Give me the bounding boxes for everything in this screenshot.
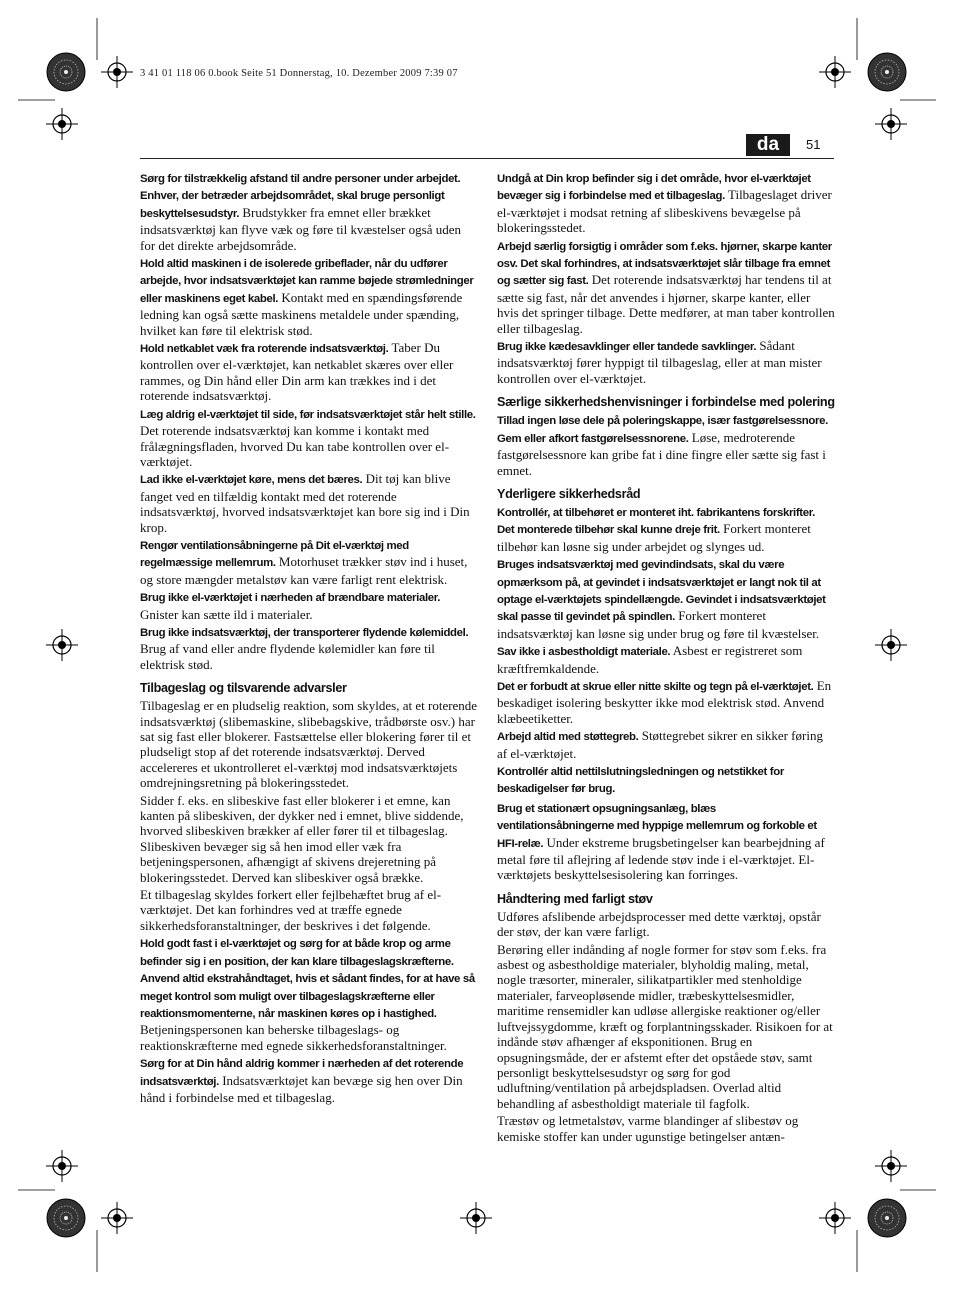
paragraph-body: Under ekstreme brugsbetingelser kan bearbejdning af metal føre til aflejring af ledende støv inde i el-værktøjet. El-værktøjets beskyttelsesisolering kan forringes. — [497, 834, 825, 883]
left-column — [140, 170, 478, 1107]
paragraph — [140, 340, 478, 404]
paragraph — [497, 338, 835, 386]
paragraph-body: Taber Du kontrollen over el-værktøjet, kan netkablet skæres over eller rammes, og Din hånd eller Din arm kan trækkes ind i det roterende indsatsværktøj. — [140, 340, 454, 404]
paragraph — [497, 412, 835, 478]
paragraph-lead: Sørg for tilstrækkelig afstand til andre personer under arbejdet. Enhver, der betræder arbejdsområdet, skal bruge personligt beskyttelsesudstyr. — [140, 173, 461, 220]
paragraph-body: Sidder f. eks. en slibeskive fast eller blokerer i et emne, kan kanten på slibeskiven, der dykker ned i emnet, blive siddende, hvorved slibeskiven brækker af eller fører til et tilbageslag. Slibeskiven bevæger sig så hen imod eller væk fra betjeningspersonen, afhængigt af skivens drejeretning på blokeringsstedet. Derved kan slibeskiver også brække. — [140, 792, 464, 885]
cross-bottom-left-b — [46, 1150, 78, 1182]
paragraph-lead: Bruges indsatsværktøj med gevindindsats, skal du være opmærksom på, at gevindet i indsatsværktøjet er langt nok til at optage el-værktøjets spindellængde. Gevindet i indsatsværktøjet skal passe til gevindet på spindlen. — [497, 559, 826, 624]
paragraph-lead: Undgå at Din krop befinder sig i det område, hvor el-værktøjet bevæger sig i forbindelse med et tilbageslag. — [497, 173, 811, 203]
paragraph-lead: Kontrollér, at tilbehøret er monteret iht. fabrikantens forskrifter. Det monterede tilbehør skal kunne dreje frit. — [497, 506, 815, 537]
paragraph — [497, 556, 835, 641]
paragraph-body: Løse, medroterende fastgørelsessnore kan gribe fat i dine fingre eller sætte sig fast i emnet. — [497, 429, 826, 478]
paragraph — [140, 624, 478, 672]
paragraph-body: Berøring eller indånding af nogle former for støv som f.eks. fra asbest og asbestholdige materialer, blyholdig maling, metal, nogle træsorter, mineraler, silikatpartikler med stenholdige materialer, farveopløsende midler, træbeskyttelsesmidler, maritime rensemidler kan udløse allergiske reaktioner og/eller luftvejssygdomme, kræft og forplantningsskader. Risikoen for at indånde støv afhænger af eksponitionen. Brug en opsugningsmåde, der er afstemt efter det opståede støv, samt personligt beskyttelsesudstyr og sørg for god udluftning/ventilation på arbejdspladsen. Overlad altid behandling af asbestholdigt materiale til fagfolk. — [497, 941, 833, 1111]
cross-bottom-center — [460, 1202, 492, 1234]
paragraph-body: Det roterende indsatsværktøj kan komme i kontakt med frålægningsfladen, hvorved Du kan tabe kontrollen over el-værktøjet. — [140, 423, 450, 469]
paragraph-body: Sådant indsatsværktøj fører hyppigt til tilbageslag, eller at man mister kontrollen over el-værktøjet. — [497, 338, 822, 386]
paragraph — [140, 1055, 478, 1105]
paragraph — [140, 471, 478, 535]
section-heading: Håndtering med farligt støv — [497, 891, 653, 906]
paragraph-lead: Sørg for at Din hånd aldrig kommer i nærheden af det roterende indsatsværktøj. — [140, 1058, 464, 1088]
paragraph-lead: Tillad ingen løse dele på poleringskappe, især fastgørelsessnore. Gem eller afkort fastgørelsessnorene. — [497, 415, 828, 445]
paragraph-lead: Arbejd altid med støttegreb. — [497, 731, 639, 744]
paragraph — [140, 406, 478, 470]
rosette-bottom-left — [47, 1199, 85, 1237]
section-heading: Tilbageslag og tilsvarende advarsler — [140, 681, 347, 696]
paragraph — [140, 935, 478, 1053]
paragraph-lead: Kontrollér altid nettilslutningsledningen og netstikket for beskadigelser før brug. — [497, 766, 784, 796]
section-heading: Yderligere sikkerhedsråd — [497, 486, 641, 501]
section-heading: Særlige sikkerhedshenvisninger i forbindelse med polering — [497, 395, 835, 410]
paragraph-lead: Lad ikke el-værktøjet køre, mens det bæres. — [140, 474, 363, 487]
paragraph — [140, 793, 478, 885]
rosette-bottom-right — [868, 1199, 906, 1237]
cross-bottom-right-b — [875, 1150, 907, 1182]
paragraph-lead: Det er forbudt at skrue eller nitte skilte og tegn på el-værktøjet. — [497, 680, 814, 693]
paragraph-body: Brudstykker fra emnet eller brækket indsatsværktøj kan flyve væk og føre til kvæstelser også uden for det direkte arbejdsområde. — [140, 204, 461, 253]
paragraph-body: Asbest er registreret som kræftfremkaldende. — [497, 643, 803, 676]
right-column — [497, 170, 835, 1146]
paragraph — [497, 1113, 835, 1144]
paragraph-body: Træstøv og letmetalstøv, varme blandinger af slibestøv og kemiske stoffer kan under ugunstige betingelser antæn- — [497, 1113, 799, 1144]
paragraph — [497, 909, 835, 940]
paragraph-body: Tilbageslag er en pludselig reaktion, som skyldes, at et roterende indsatsværktøj (slibemaskine, slibebagskive, trådbørste osv.) har sat sig fast eller blokerer. Fastsættelse eller blokering fører til et pludseligt stop af det roterende indsatsværktøj. Derved accelereres et ukontrolleret el-værktøj mod indsatsværktøjets omdrejningsretning på blokeringsstedet. — [140, 698, 478, 791]
paragraph-body: Støttegrebet sikrer en sikker føring af el-værktøjet. — [497, 728, 823, 761]
header-rule — [140, 158, 834, 159]
paragraph-lead: Brug ikke el-værktøjet i nærheden af brændbare materialer. — [140, 592, 441, 605]
cross-top-right-a — [819, 56, 851, 88]
paragraph-body: Dit tøj kan blive fanget ved en tilfældig kontakt med det roterende indsatsværktøj, hvorved indsatsværktøjet kan bore sig ind i Din krop. — [140, 471, 470, 535]
paragraph — [497, 504, 835, 554]
page-number: 51 — [806, 137, 821, 152]
paragraph — [497, 763, 835, 798]
paragraph — [140, 698, 478, 790]
paragraph-body: Betjeningspersonen kan beherske tilbageslags- og reaktionskræfterne med egnede sikkerhedsforanstaltninger. — [140, 1022, 447, 1053]
paragraph-body: Kontakt med en spændingsførende ledning kan også sætte maskinens metaldele under spænding, hvilket kan føre til elektrisk stød. — [140, 289, 463, 338]
cross-mid-right — [875, 629, 907, 661]
cross-top-left-b — [46, 108, 78, 140]
paragraph — [140, 537, 478, 587]
paragraph-body: Udføres afslibende arbejdsprocesser med dette værktøj, opstår der støv, der kan være farligt. — [497, 908, 821, 940]
paragraph-lead: Brug ikke kædesavklinger eller tandede savklinger. — [497, 341, 757, 354]
cross-mid-left — [46, 629, 78, 661]
paragraph-lead: Rengør ventilationsåbningerne på Dit el-værktøj med regelmæssige mellemrum. — [140, 539, 409, 570]
paragraph — [140, 255, 478, 338]
paragraph — [497, 728, 835, 761]
paragraph-body: Motorhuset trækker støv ind i huset, og store mængder metalstøv kan være farligt rent elektrisk. — [140, 554, 468, 587]
paragraph — [497, 800, 835, 883]
paragraph — [497, 643, 835, 676]
paragraph-body: Det roterende indsatsværktøj har tendens til at sætte sig fast, når det anvendes i hjørner, skarpe kanter, eller hvis det springer tilbage. Dette medfører, at man taber kontrollen eller tilbageslag. — [497, 272, 835, 336]
cross-top-left-a — [101, 56, 133, 88]
paragraph — [140, 170, 478, 253]
cross-top-right-b — [875, 108, 907, 140]
paragraph-body: Brug af vand eller andre flydende kølemidler kan føre til elektrisk stød. — [140, 641, 435, 672]
paragraph-lead: Arbejd særlig forsigtig i områder som f.eks. hjørner, skarpe kanter osv. Det skal forhindres, at indsatsværktøjet slår tilbage fra emnet og sætter sig fast. — [497, 240, 832, 288]
paragraph — [497, 170, 835, 236]
rosette-top-right — [868, 53, 906, 91]
paragraph-body: Forkert monteret indsatsværktøj kan løsne sig under brug og føre til kvæstelser. — [497, 608, 820, 641]
paragraph-body: En beskadiget isolering beskytter ikke mod elektrisk stød. Anvend klæbeetiketter. — [497, 677, 832, 726]
paragraph-lead: Sav ikke i asbestholdigt materiale. — [497, 646, 671, 659]
cross-bottom-right-a — [819, 1202, 851, 1234]
rosette-top-left — [47, 53, 85, 91]
cross-bottom-left-a — [101, 1202, 133, 1234]
paragraph-body: Forkert monteret tilbehør kan løsne sig under arbejdet og slynges ud. — [497, 521, 811, 554]
print-header-line: 3 41 01 118 06 0.book Seite 51 Donnerstag, 10. Dezember 2009 7:39 07 — [140, 68, 458, 79]
paragraph-lead: Læg aldrig el-værktøjet til side, før indsatsværktøjet står helt stille. — [140, 408, 476, 421]
paragraph — [497, 942, 835, 1111]
paragraph — [140, 887, 478, 933]
paragraph-lead: Brug ikke indsatsværktøj, der transporterer flydende kølemiddel. — [140, 626, 469, 639]
paragraph-body: Tilbageslaget driver el-værktøjet i modsat retning af slibeskivens bevægelse på blokeringsstedet. — [497, 187, 832, 236]
paragraph-body: Et tilbageslag skyldes forkert eller fejlbehæftet brug af el-værktøjet. Det kan forhindres ved at træffe egnede sikkerhedsforanstaltninger, der beskrives i det følgende. — [140, 887, 442, 933]
paragraph — [497, 238, 835, 336]
paragraph-lead: Hold altid maskinen i de isolerede gribeflader, når du udfører arbejde, hvor indsatsværktøjet kan ramme bøjede strømledninger eller maskinens eget kabel. — [140, 258, 474, 305]
paragraph — [497, 678, 835, 726]
paragraph-lead: Hold godt fast i el-værktøjet og sørg for at både krop og arme befinder sig i en position, der kan klare tilbageslagskræfterne. Anvend altid ekstrahåndtaget, hvis et sådant findes, for at have så meget kontrol som muligt over tilbageslagskræfterne eller reaktionsmomenterne, når maskinen køres op i hastighed. — [140, 938, 475, 1020]
paragraph — [140, 589, 478, 622]
paragraph-lead: Brug et stationært opsugningsanlæg, blæs ventilationsåbningerne med hyppige mellemrum og forkoble et HFI-relæ. — [497, 802, 817, 850]
language-badge: da — [746, 134, 790, 156]
paragraph-body: Gnister kan sætte ild i materialer. — [140, 606, 313, 622]
paragraph-lead: Hold netkablet væk fra roterende indsatsværktøj. — [140, 343, 389, 356]
paragraph-body: Indsatsværktøjet kan bevæge sig hen over Din hånd i forbindelse med et tilbageslag. — [140, 1072, 463, 1105]
